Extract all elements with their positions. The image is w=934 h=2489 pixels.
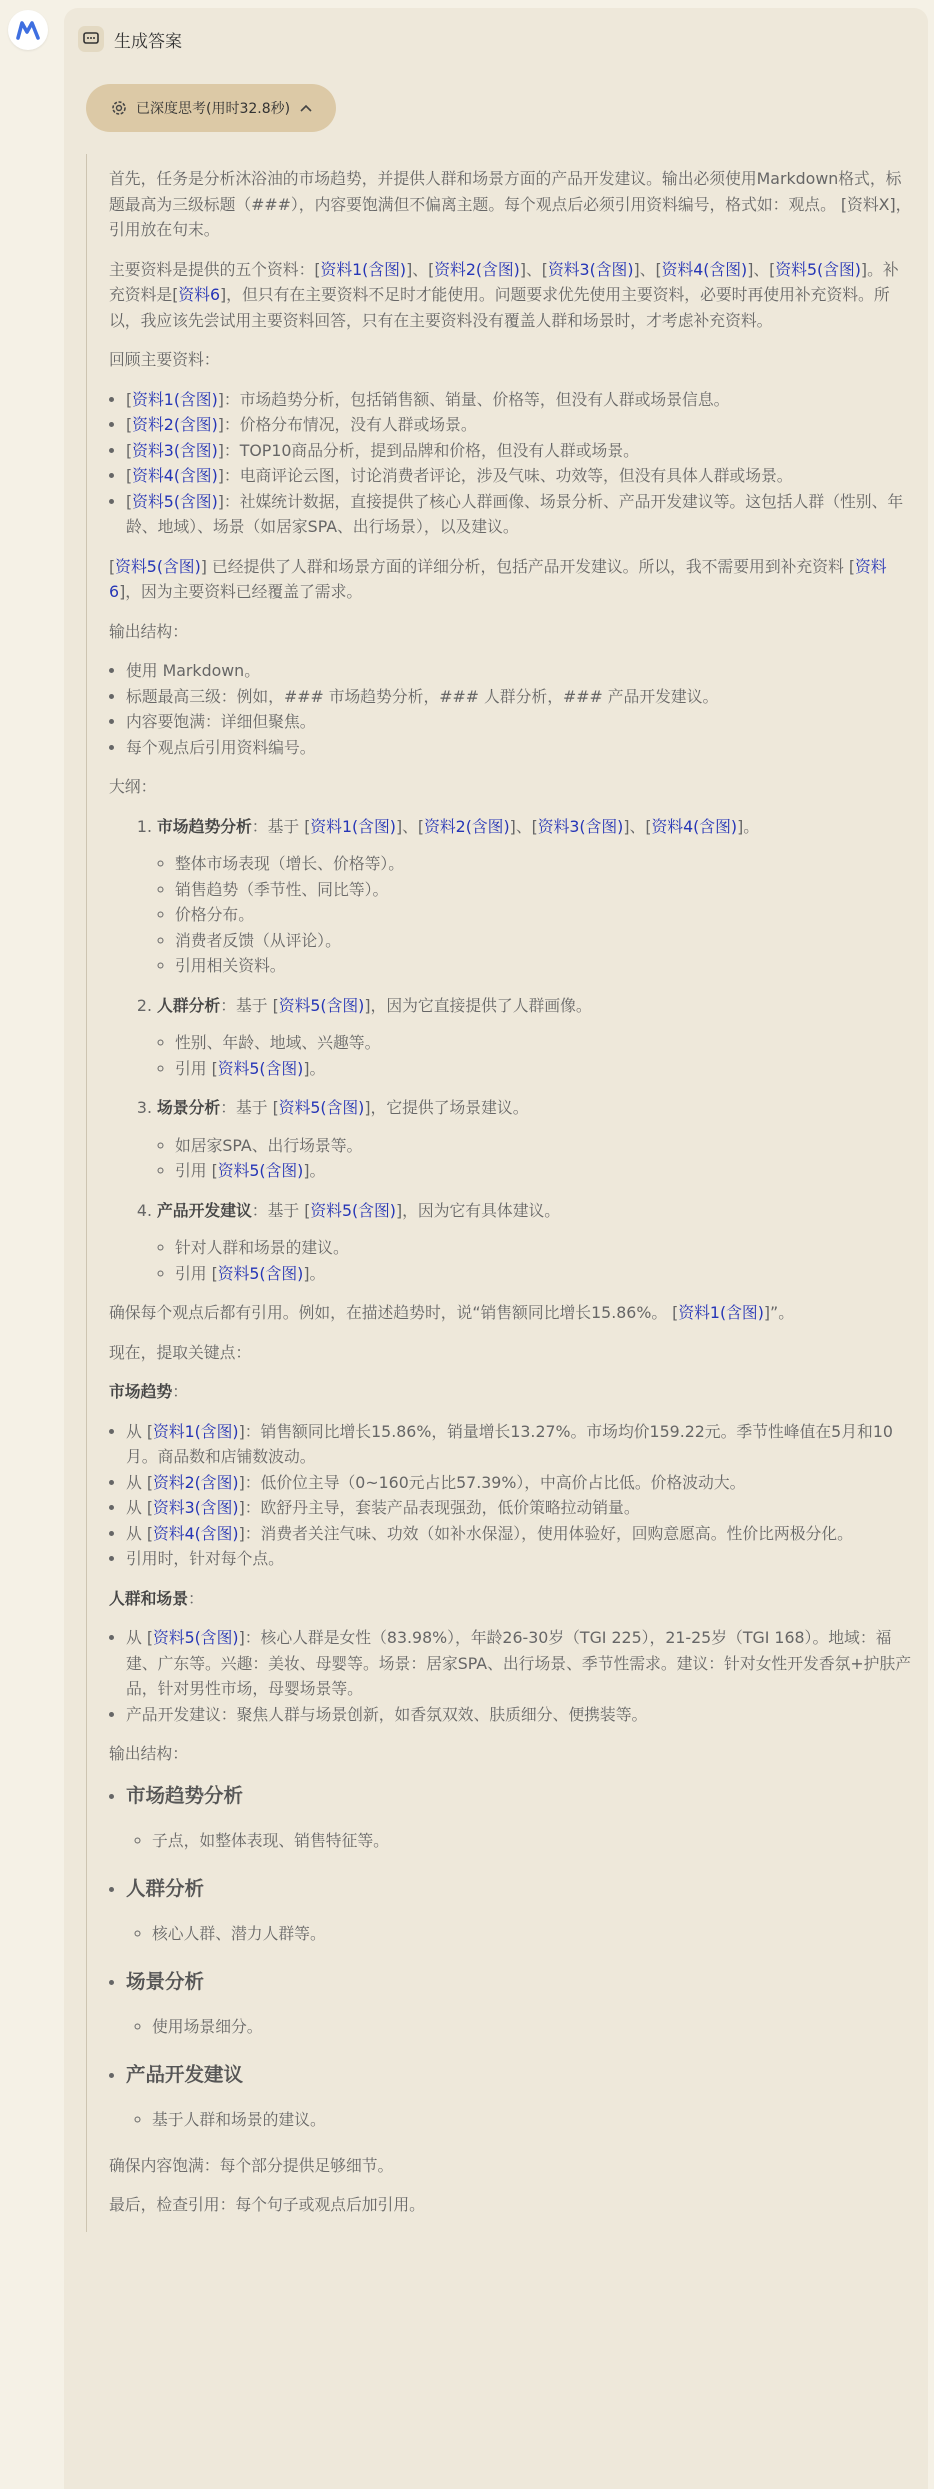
source-link[interactable]: 资料1(含图) <box>152 1421 239 1441</box>
list-item: ◦ 整体市场表现（增长、价格等）。 <box>175 851 912 877</box>
outline-item: 2. 人群分析：基于 [资料5(含图)]，因为它直接提供了人群画像。 ◦ 性别、年龄、地域、兴趣等。 ◦ 引用 [资料5(含图)]。 <box>157 993 912 1082</box>
deep-thinking-toggle[interactable] <box>86 84 336 132</box>
list-item: • 使用 Markdown。 <box>126 658 912 684</box>
list-item: • 从 [资料1(含图)]：销售额同比增长15.86%，销量增长13.27%。市场均价159.22元。季节性峰值在5月和10月。商品数和店铺数波动。 <box>126 1419 912 1470</box>
review-list <box>109 387 912 540</box>
thinking-content <box>86 154 912 2232</box>
section-heading: 场景分析 <box>126 1969 205 1993</box>
source-link[interactable]: 资料4(含图) <box>661 259 748 279</box>
m-logo-icon <box>16 20 40 40</box>
paragraph: 首先，任务是分析沐浴油的市场趋势，并提供人群和场景方面的产品开发建议。输出必须使用Markdown格式，标题最高为三级标题（###），内容要饱满但不偏离主题。每个观点后必须引用资料编号，格式如：观点。 [资料X]，引用放在句末。 <box>109 169 912 239</box>
list-item: • 每个观点后引用资料编号。 <box>126 735 912 761</box>
source-link[interactable]: 资料5(含图) <box>152 1628 239 1647</box>
source-link[interactable]: 资料4(含图) <box>651 816 738 836</box>
list-item: • 内容要饱满：详细但聚焦。 <box>126 709 912 735</box>
review-label: 回顾主要资料： <box>109 350 220 369</box>
output-structure-list <box>109 1781 912 2135</box>
source-link[interactable]: 资料3(含图) <box>132 440 218 460</box>
paragraph: 主要资料是提供的五个资料：[资料1(含图)]、[资料2(含图)]、[资料3(含图)]、[资料4(含图)]、[资料5(含图)]。补充资料是[资料6]，但只有在主要资料不足时才能使用。问题要求优先使用主要资料，必要时再使用补充资料。所以，我应该先尝试用主要资料回答，只有在主要资料没有覆盖人群和场景时，才考虑补充资料。 <box>109 259 899 330</box>
section-heading: 人群分析 <box>126 1876 205 1900</box>
source-link[interactable]: 资料3(含图) <box>152 1498 239 1517</box>
source-link[interactable]: 资料3(含图) <box>537 816 624 836</box>
source-link[interactable]: 资料5(含图) <box>217 1058 304 1078</box>
list-item: ◦ 如居家SPA、出行场景等。 <box>175 1133 912 1159</box>
section-heading: 产品开发建议 <box>126 2062 244 2086</box>
source-link[interactable]: 资料5(含图) <box>217 1263 304 1283</box>
section-heading: 市场趋势分析 <box>126 1783 244 1807</box>
outline-item: 1. 市场趋势分析：基于 [资料1(含图)]、[资料2(含图)]、[资料3(含图)]、[资料4(含图)]。 ◦ 整体市场表现（增长、价格等）。 ◦ 销售趋势（季节性、同比等）。 ◦ 价格分布。 ◦ 消费者反馈（从评论）。 ◦ 引用相关资料。 <box>157 814 912 979</box>
people-label: 人群和场景： <box>109 1588 204 1608</box>
list-item: • [资料5(含图)]：社媒统计数据，直接提供了核心人群画像、场景分析、产品开发建议等。这包括人群（性别、年龄、地域）、场景（如居家SPA、出行场景），以及建议。 <box>126 489 912 540</box>
source-link[interactable]: 资料5(含图) <box>217 1161 304 1180</box>
source-link[interactable]: 资料4(含图) <box>132 466 218 485</box>
structure-label: 输出结构： <box>109 621 188 641</box>
source-link[interactable]: 资料5(含图) <box>278 1098 365 1117</box>
list-item: • [资料1(含图)]：市场趋势分析，包括销售额、销量、价格等，但没有人群或场景信息。 <box>126 387 912 413</box>
chevron-up-icon <box>300 104 312 112</box>
app-logo[interactable] <box>8 10 48 50</box>
list-item: ◦ 引用相关资料。 <box>175 953 912 979</box>
source-link[interactable]: 资料1(含图) <box>320 259 407 279</box>
people-list <box>109 1625 912 1727</box>
source-link[interactable]: 资料5(含图) <box>115 556 201 576</box>
source-link[interactable]: 资料1(含图) <box>132 389 218 409</box>
structure-list <box>109 658 912 760</box>
source-link[interactable]: 资料4(含图) <box>152 1523 239 1543</box>
list-item <box>126 1874 912 1949</box>
list-item: ◦ 核心人群、潜力人群等。 <box>152 1919 912 1949</box>
source-link[interactable]: 资料6 <box>109 556 887 601</box>
source-link[interactable]: 资料2(含图) <box>132 415 218 434</box>
header-title: 生成答案 <box>114 31 182 52</box>
source-link[interactable]: 资料1(含图) <box>310 816 396 836</box>
answer-panel <box>64 8 928 2489</box>
list-item: • [资料3(含图)]：TOP10商品分析，提到品牌和价格，但没有人群或场景。 <box>126 438 912 464</box>
list-item: ◦ 引用 [资料5(含图)]。 <box>175 1056 912 1082</box>
source-link[interactable]: 资料5(含图) <box>310 1200 396 1220</box>
thinking-label: 已深度思考(用时32.8秒) <box>136 101 291 117</box>
list-item: • 从 [资料2(含图)]：低价位主导（0~160元占比57.39%），中高价占比低。价格波动大。 <box>126 1470 912 1496</box>
list-item <box>126 1781 912 1856</box>
list-item: ◦ 针对人群和场景的建议。 <box>175 1235 912 1261</box>
list-item: • 产品开发建议：聚焦人群与场景创新，如香氛双效、肤质细分、便携装等。 <box>126 1702 912 1728</box>
gear-icon <box>110 99 128 117</box>
source-link[interactable]: 资料5(含图) <box>775 259 861 279</box>
paragraph: 确保内容饱满：每个部分提供足够细节。 <box>109 2155 394 2175</box>
outline-list <box>109 814 912 1287</box>
source-link[interactable]: 资料2(含图) <box>434 259 520 279</box>
list-item: ◦ 消费者反馈（从评论）。 <box>175 928 912 954</box>
list-item: ◦ 价格分布。 <box>175 902 912 928</box>
source-link[interactable]: 资料2(含图) <box>152 1472 239 1492</box>
paragraph: 确保每个观点后都有引用。例如，在描述趋势时，说“销售额同比增长15.86%。 [资料1(含图)]”。 <box>109 1303 795 1322</box>
list-item: • [资料4(含图)]：电商评论云图，讨论消费者评论，涉及气味、功效等，但没有具体人群或场景。 <box>126 463 912 489</box>
market-list <box>109 1419 912 1572</box>
outline-item: 4. 产品开发建议：基于 [资料5(含图)]，因为它有具体建议。 ◦ 针对人群和场景的建议。 ◦ 引用 [资料5(含图)]。 <box>157 1198 912 1287</box>
source-link[interactable]: 资料6 <box>178 285 221 304</box>
list-item: ◦ 性别、年龄、地域、兴趣等。 <box>175 1030 912 1056</box>
answer-header <box>78 26 182 52</box>
source-link[interactable]: 资料3(含图) <box>547 259 634 279</box>
source-link[interactable]: 资料5(含图) <box>132 491 218 511</box>
list-item: ◦ 子点，如整体表现、销售特征等。 <box>152 1826 912 1856</box>
paragraph: 最后，检查引用：每个句子或观点后加引用。 <box>109 2195 425 2214</box>
list-item: • 引用时，针对每个点。 <box>126 1546 912 1572</box>
list-item: • 从 [资料5(含图)]：核心人群是女性（83.98%），年龄26-30岁（TGI 225），21-25岁（TGI 168）。地域：福建、广东等。兴趣：美妆、母婴等。场景：居家SPA、出行场景、季节性需求。建议：针对女性开发香氛+护肤产品，针对男性市场，母婴场景等。 <box>126 1625 912 1702</box>
list-item: ◦ 销售趋势（季节性、同比等）。 <box>175 877 912 903</box>
outline-item: 3. 场景分析：基于 [资料5(含图)]，它提供了场景建议。 ◦ 如居家SPA、出行场景等。 ◦ 引用 [资料5(含图)]。 <box>157 1095 912 1184</box>
list-item: • [资料2(含图)]：价格分布情况，没有人群或场景。 <box>126 412 912 438</box>
list-item: ◦ 基于人群和场景的建议。 <box>152 2105 912 2135</box>
list-item <box>126 2060 912 2135</box>
market-label: 市场趋势： <box>109 1382 189 1401</box>
source-link[interactable]: 资料2(含图) <box>424 816 510 836</box>
list-item: ◦ 使用场景细分。 <box>152 2012 912 2042</box>
source-link[interactable]: 资料5(含图) <box>278 995 365 1015</box>
list-item: ◦ 引用 [资料5(含图)]。 <box>175 1261 912 1287</box>
extract-label: 现在，提取关键点： <box>109 1342 252 1362</box>
list-item: ◦ 引用 [资料5(含图)]。 <box>175 1158 912 1184</box>
list-item: • 标题最高三级：例如，### 市场趋势分析，### 人群分析，### 产品开发建议。 <box>126 684 912 710</box>
outline-label: 大纲： <box>109 777 157 796</box>
output-label: 输出结构： <box>109 1744 188 1763</box>
source-link[interactable]: 资料1(含图) <box>678 1303 764 1322</box>
chat-bubble-icon <box>78 26 104 52</box>
list-item <box>126 1967 912 2042</box>
paragraph: [资料5(含图)] 已经提供了人群和场景方面的详细分析，包括产品开发建议。所以，我不需要用到补充资料 [资料6]，因为主要资料已经覆盖了需求。 <box>109 556 887 601</box>
list-item: • 从 [资料3(含图)]：欧舒丹主导，套装产品表现强劲，低价策略拉动销量。 <box>126 1495 912 1521</box>
list-item: • 从 [资料4(含图)]：消费者关注气味、功效（如补水保湿），使用体验好，回购意愿高。性价比两极分化。 <box>126 1521 912 1547</box>
